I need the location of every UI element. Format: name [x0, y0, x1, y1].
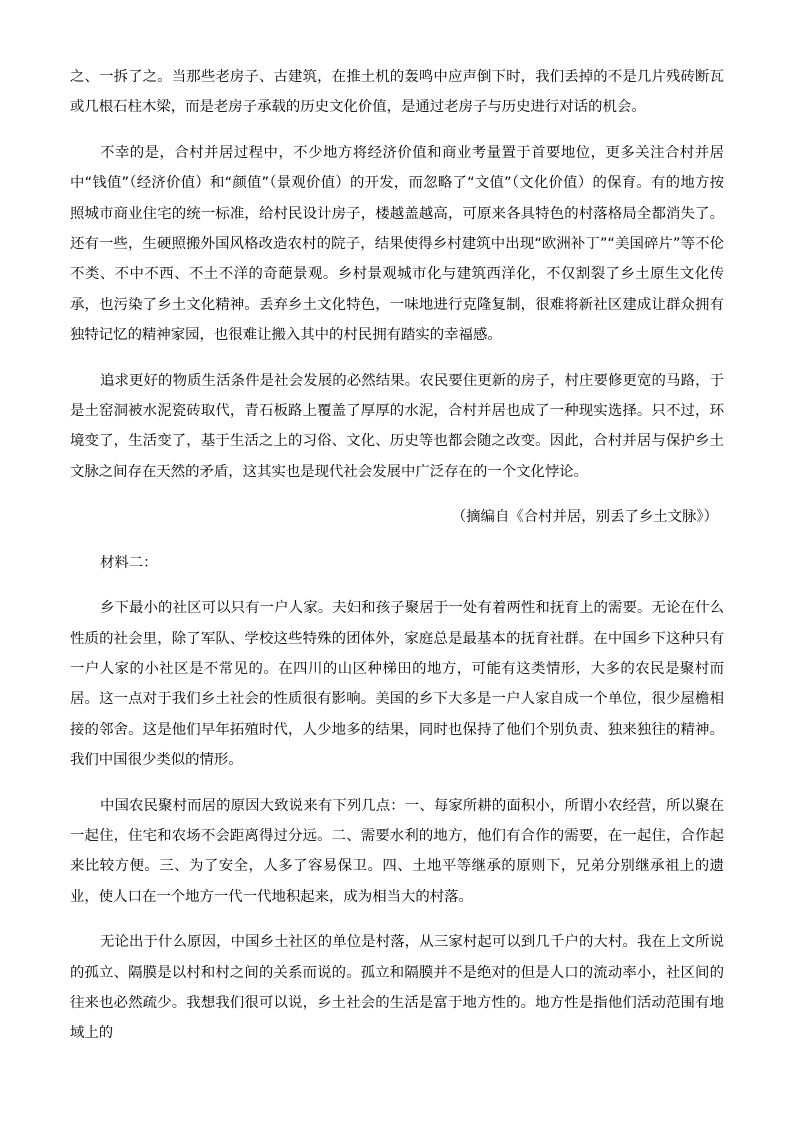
source-citation: （摘编自《合村并居，别丢了乡土文脉》）: [451, 509, 718, 526]
material-2-label: 材料二：: [100, 554, 158, 571]
paragraph-5: 中国农民聚村而居的原因大致说来有下列几点：一、每家所耕的面积小，所谓小农经营，所以聚在一起住，住宅和农场不会距离得过分远。二、需要水利的地方，他们有合作的需要，在一起住，合作起来比较方便。三、为了安全，人多了容易保卫。四、土地平等继承的原则下，兄弟分别继承祖上的遗业，使人口在一个地方一代一代地积起来，成为相当大的村落。: [70, 797, 724, 905]
paragraph-2: 不幸的是，合村并居过程中，不少地方将经济价值和商业考量置于首要地位，更多关注合村并居中“钱值”（经济价值）和“颜值”（景观价值）的开发，而忽略了“文值”（文化价值）的保育。有的地方按照城市商业住宅的统一标准，给村民设计房子，楼越盖越高，可原来各具特色的村落格局全都消失了。还有一些，生硬照搬外国风格改造农村的院子，结果使得乡村建筑中出现“欧洲补丁”“美国碎片”等不伦不类、不中不西、不土不洋的奇葩景观。乡村景观城市化与建筑西洋化，不仅割裂了乡土原生文化传承，也污染了乡土文化精神。丢弃乡土文化特色，一味地进行克隆复制，很难将新社区建成让群众拥有独特记忆的精神家园，也很难让搬入其中的村民拥有踏实的幸福感。: [70, 144, 724, 344]
paragraph-6: 无论出于什么原因，中国乡土社区的单位是村落，从三家村起可以到几千户的大村。我在上文所说的孤立、隔膜是以村和村之间的关系而说的。孤立和隔膜并不是绝对的但是人口的流动率小，社区间的往来也必然疏少。我想我们很可以说，乡土社会的生活是富于地方性的。地方性是指他们活动范围有地域上的: [70, 934, 724, 1042]
paragraph-4: 乡下最小的社区可以只有一户人家。夫妇和孩子聚居于一处有着两性和抚育上的需要。无论在什么性质的社会里，除了军队、学校这些特殊的团体外，家庭总是最基本的抚育社群。在中国乡下这种只有一户人家的小社区是不常见的。在四川的山区种梯田的地方，可能有这类情形，大多的农民是聚村而居。这一点对于我们乡土社会的性质很有影响。美国的乡下大多是一户人家自成一个单位，很少屋檐相接的邻舍。这是他们早年拓殖时代，人少地多的结果，同时也保持了他们个别负责、独来独往的精神。我们中国很少类似的情形。: [70, 600, 724, 769]
paragraph-1: 之、一拆了之。当那些老房子、古建筑，在推土机的轰鸣中应声倒下时，我们丢掉的不是几片残砖断瓦或几根石柱木梁，而是老房子承载的历史文化价值，是通过老房子与历史进行对话的机会。: [70, 69, 724, 116]
paragraph-3: 追求更好的物质生活条件是社会发展的必然结果。农民要住更新的房子，村庄要修更宽的马路，于是土窑洞被水泥瓷砖取代，青石板路上覆盖了厚厚的水泥，合村并居也成了一种现实选择。只不过，环境变了，生活变了，基于生活之上的习俗、文化、历史等也都会随之改变。因此，合村并居与保护乡土文脉之间存在天然的矛盾，这其实也是现代社会发展中广泛存在的一个文化悖论。: [70, 372, 724, 480]
document-page: [70, 62, 724, 1049]
